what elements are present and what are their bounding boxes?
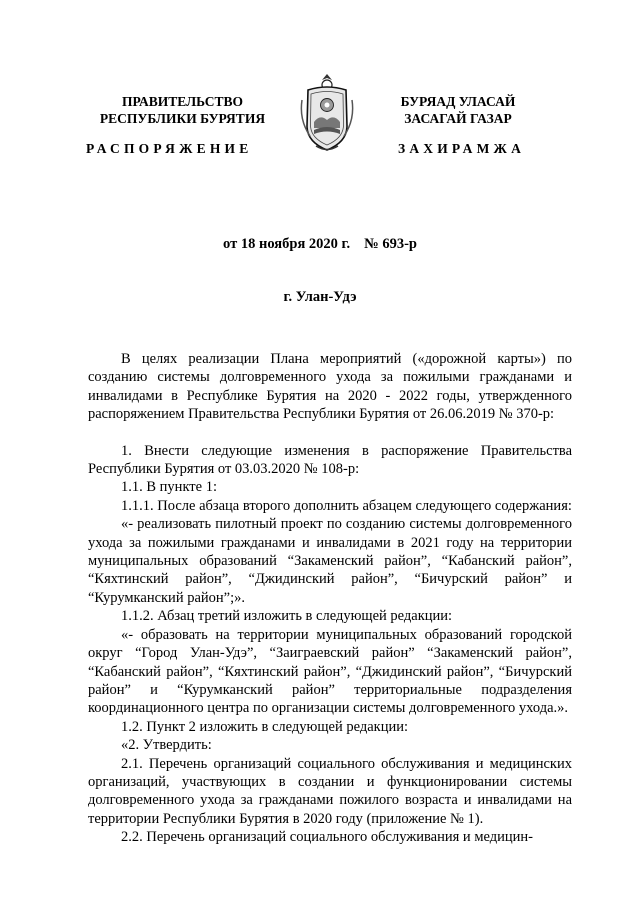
document-body — [88, 350, 572, 847]
paragraph-item-1: 1. Внести следующие изменения в распоряжение Правительства Республики Бурятия от 03.03.2020 № 108-р: — [88, 442, 572, 478]
issuer-name-buryat — [378, 93, 538, 127]
document-city: г. Улан-Удэ — [283, 289, 357, 305]
issuer-line-2-buryat: ЗАСАГАЙ ГАЗАР — [404, 111, 512, 126]
paragraph-item-2-1: 2.1. Перечень организаций социального обслуживания и медицинских организаций, участвующих в создании и функционировании системы долговременного ухода за гражданами пожилого возраста и инвалидами на территории Республики Бурятия в 2020 году (приложение № 1). — [88, 755, 572, 827]
paragraph-quote-1: «- реализовать пилотный проект по созданию системы долговременного ухода за пожилыми гражданами и инвалидами в 2021 году на территории муниципальных образований “Закаменский район”, “Кабанский район”, “Кяхтинский район”, “Джидинский район”, “Бичурский район” и “Курумканский район”;». — [88, 516, 572, 606]
paragraph-preamble: В целях реализации Плана мероприятий («дорожной карты») по созданию системы долговременного ухода за пожилыми гражданами и инвалидами в Республике Бурятия на 2020 - 2022 годы, утвержденного распоряжением Правительства Республики Бурятия от 26.06.2019 № 370-р: — [88, 351, 572, 423]
paragraph-item-2-2: 2.2. Перечень организаций социального обслуживания и медицин- — [121, 829, 533, 846]
coat-of-arms-emblem-icon — [296, 70, 358, 154]
issuer-line-2: РЕСПУБЛИКИ БУРЯТИЯ — [99, 111, 266, 126]
document-date-number — [0, 236, 640, 253]
paragraph-item-1-1: 1.1. В пункте 1: — [121, 479, 217, 496]
issuer-line-1-buryat: БУРЯАД УЛАСАЙ — [400, 94, 516, 109]
paragraph-item-2: «2. Утвердить: — [121, 737, 212, 754]
paragraph-quote-2: «- образовать на территории муниципальных образований городской округ “Город Улан-Удэ”, “Заиграевский район” “Закаменский район”, “Кабанский район”, “Кяхтинский район”, “Джидинский район”, “Бичурский район” и “Курумканский район” территориальные подразделения координационного центра по организации системы долговременного ухода.». — [88, 626, 572, 717]
document-type-russian: РАСПОРЯЖЕНИЕ — [86, 141, 253, 156]
document-date: от 18 ноября 2020 г. — [223, 236, 351, 252]
paragraph-item-1-2: 1.2. Пункт 2 изложить в следующей редакции: — [121, 718, 409, 735]
issuer-line-1: ПРАВИТЕЛЬСТВО — [121, 94, 243, 109]
paragraph-item-1-1-1: 1.1.1. После абзаца второго дополнить абзацем следующего содержания: — [121, 497, 572, 514]
document-number: № 693-р — [364, 236, 417, 252]
paragraph-item-1-1-2: 1.1.2. Абзац третий изложить в следующей редакции: — [121, 608, 453, 625]
issuer-name-russian — [90, 93, 275, 127]
document-type-buryat: ЗАХИРАМЖА — [398, 141, 526, 156]
